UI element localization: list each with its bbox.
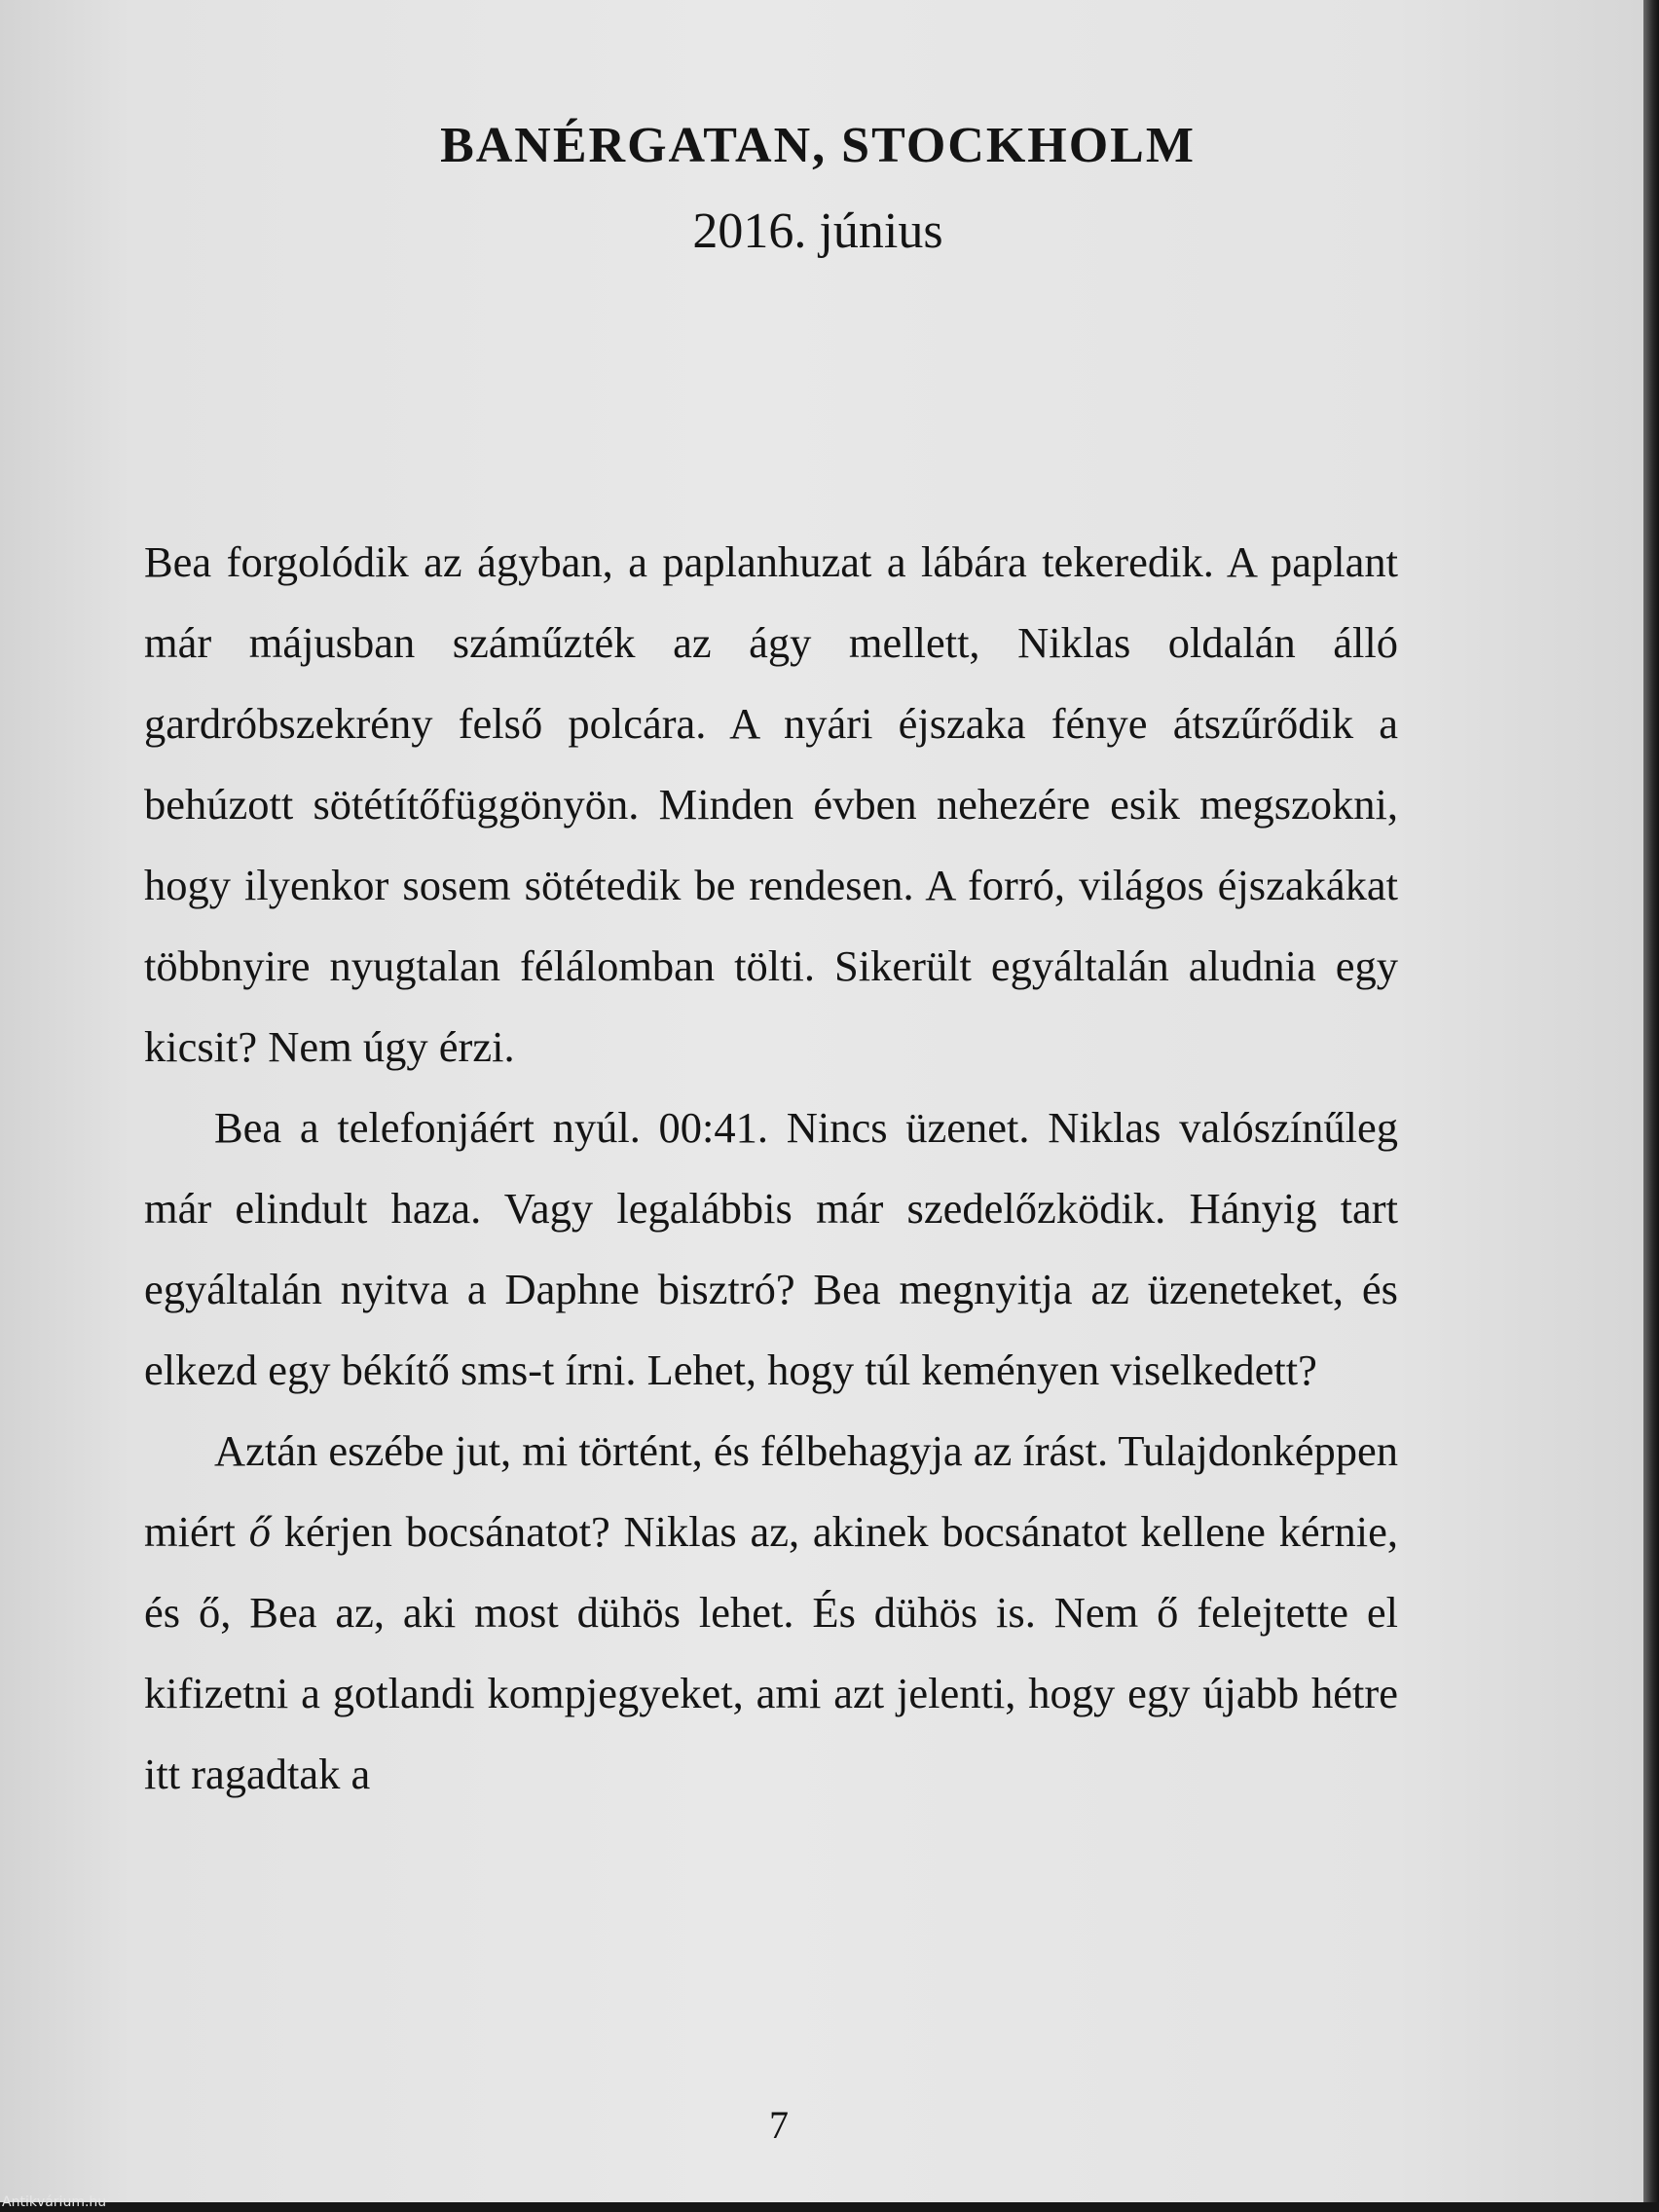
chapter-location-heading: BANÉRGATAN, STOCKHOLM (440, 118, 1196, 173)
page-bottom-edge (0, 2202, 1659, 2212)
paragraph-3-end: kérjen bocsánatot? Niklas az, akinek bocsánatot kellene kérnie, és ő, Bea az, aki most dühös lehet. És dühös is. Nem ő felejtette el kifizetni a gotlandi kompjegyeket, ami azt jelenti, hogy egy újabb hétre itt ragadtak a (144, 1507, 1398, 1798)
paragraph-2: Bea a telefonjáért nyúl. 00:41. Nincs üzenet. Niklas valószínűleg már elindult haza. Vagy legalábbis már szedelőzködik. Hányig tart egyáltalán nyitva a Daphne bisztró? Bea megnyitja az üzeneteket, és elkezd egy békítő sms-t írni. Lehet, hogy túl keményen viselkedett? (144, 1103, 1398, 1394)
paragraph-1: Bea forgolódik az ágyban, a paplanhuzat a lábára tekeredik. A paplant már májusban száműzték az ágy mellett, Niklas oldalán álló gardróbszekrény felső polcára. A nyári éjszaka fénye átszűrődik a behúzott sötétítőfüggönyön. Minden évben nehezére esik megszokni, hogy ilyenkor sosem sötétedik be rendesen. A forró, világos éjszakákat többnyire nyugtalan félálomban tölti. Sikerült egyáltalán aludnia egy kicsit? Nem úgy érzi. (144, 537, 1398, 1071)
page-number: 7 (769, 2103, 789, 2147)
paragraph-3 (144, 1411, 1398, 1815)
chapter-date-heading: 2016. június (692, 203, 943, 259)
paragraph-3-start: Aztán eszébe jut, mi történt, és félbehagyja az írást. Tulajdonképpen miért (144, 1426, 1398, 1556)
emphasized-pronoun: ő (248, 1507, 271, 1556)
body-text (144, 522, 1398, 1815)
page-edge-shadow (1643, 0, 1659, 2212)
watermark-text: Antikvárium.hu (2, 2194, 107, 2210)
